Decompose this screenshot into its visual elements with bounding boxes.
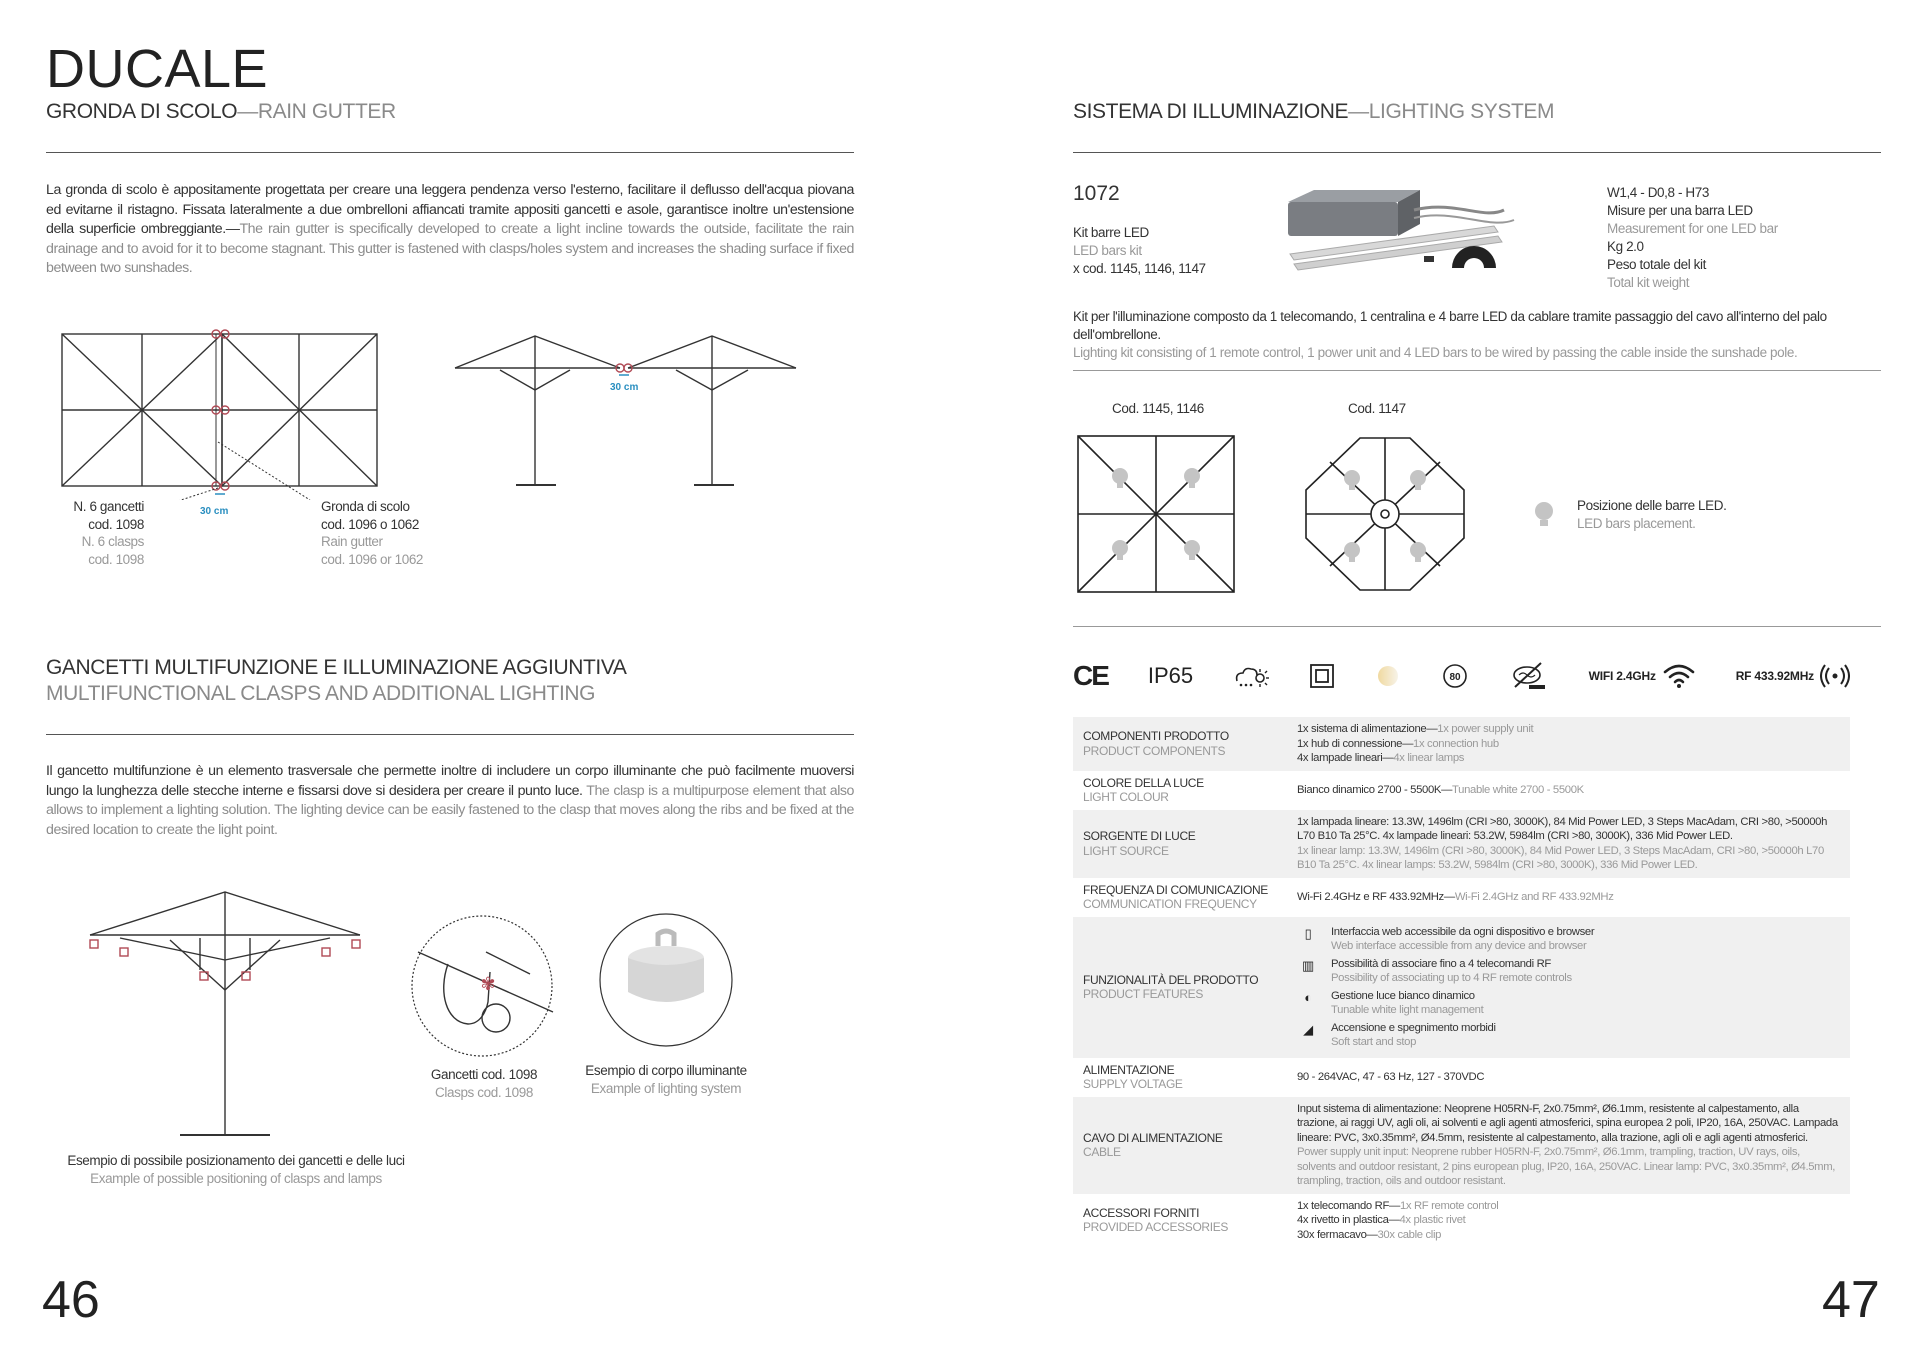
dimension-label: 30 cm — [610, 382, 639, 393]
cod-1147-label: Cod. 1147 — [1348, 401, 1406, 416]
spec-row: FUNZIONALITÀ DEL PRODOTTO PRODUCT FEATURES ▯ Interfaccia web accessibile da ogni dispositivo e browser Web interface accessible from any device and browser ▥ Possibilità di associare fino a 4 telecomandi RF Possibility of associating up to 4 RF remote controls ◐ Gestione luce bianco dinamico Tunable white light management ◢ Accensione e spegnimento morbidi Soft start and stop — [1073, 917, 1850, 1058]
section-title-lighting: SISTEMA DI ILLUMINAZIONE—LIGHTING SYSTEM — [1073, 100, 1555, 123]
divider — [46, 734, 854, 735]
spec-row: ALIMENTAZIONE SUPPLY VOLTAGE 90 - 264VAC, 47 - 63 Hz, 127 - 370VDC — [1083, 1062, 1485, 1091]
divider — [46, 152, 854, 153]
dimensions-block: W1,4 - D0,8 - H73 Misure per una barra LED Measurement for one LED bar Kg 2.0 Peso totale del kit Total kit weight — [1607, 185, 1778, 290]
gutter-top-view-drawing — [40, 320, 400, 500]
spec-row: SORGENTE DI LUCE LIGHT SOURCE 1x lampada lineare: 13.3W, 1496lm (CRI >80, 3000K), 84 Mid Power LED, 3 Steps MacAdam, CRI >80, >50000h L70 B10 Ta 25°C. 4x lampade lineari: 53.2W, 5984lm (CRI >80, 3000K), 336 Mid Power LED. 1x linear lamp: 13.3W, 1496lm (CRI >80, 3000K), 84 Mid Power LED, 3 Steps MacAdam, CRI >80, >50000h L70 B10 Ta 25°C. 4x linear lamps: 53.2W, 5984lm (CRI >80, 3000K), 336 Mid Power LED. — [1073, 810, 1850, 878]
section-title-clasps: GANCETTI MULTIFUNZIONE E ILLUMINAZIONE AGGIUNTIVA — [46, 656, 627, 679]
umbrella-clasps-drawing — [80, 880, 370, 1140]
octagon-placement-drawing — [1300, 432, 1470, 596]
square-placement-drawing — [1074, 432, 1238, 596]
divider — [1073, 626, 1881, 627]
rain-gutter-description: La gronda di scolo è appositamente progettata per creare una leggera pendenza verso l'esterno, facilitare il deflusso dell'acqua piovana ed evitarne il ristagno. Fissata lateralmente a due ombrelloni affiancati tramite appositi gancetti e asole, garantisce inoltre un'estensione della superficie ombreggiante.—The rain gutter is specifically developed to create a light incline towards the outside, facilitate the rain drainage and to avoid for it to become stagnant. This gutter is fastened with clasps/holes system and increases the shading surface if fixed between two sunshades. — [46, 182, 854, 276]
rf-signal-icon: RF 433.92MHz — [1736, 663, 1850, 689]
spec-row: FREQUENZA DI COMUNICAZIONE COMMUNICATION FREQUENCY Wi-Fi 2.4GHz e RF 433.92MHz—Wi-Fi 2.4GHz and RF 433.92MHz — [1083, 882, 1614, 911]
lamp-example-drawing — [596, 910, 736, 1050]
page-number: 46 — [42, 1271, 100, 1329]
divider — [1073, 370, 1881, 371]
section-subtitle-clasps: MULTIFUNCTIONAL CLASPS AND ADDITIONAL LIGHTING — [46, 682, 596, 705]
svg-text:✾: ✾ — [480, 974, 496, 995]
positioning-caption: Esempio di possibile posizionamento dei gancetti e delle luci Example of possible positioning of clasps and lamps — [67, 1153, 405, 1186]
remote-control-icon: ▥ — [1302, 958, 1314, 974]
clasps-caption: N. 6 gancetti cod. 1098 N. 6 clasps cod. 1098 — [73, 499, 144, 567]
tunable-white-icon — [1375, 663, 1401, 689]
spec-row: COLORE DELLA LUCE LIGHT COLOUR Bianco dinamico 2700 - 5500K—Tunable white 2700 - 5500K — [1083, 775, 1584, 804]
clasps-description: Il gancetto multifunzione è un elemento trasversale che permette inoltre di includere un corpo illuminante che può facilmente muoversi lungo la lunghezza delle stecche interne e fissarsi dove si desidera per creare il punto luce. The clasp is a multipurpose element that also allows to implement a lighting solution. The lighting device can be easily fastened to the clasp that moves along the ribs and be fixed at the desired location to create the light point. — [46, 763, 854, 838]
page-right — [960, 0, 1920, 1358]
certification-icons-row — [1073, 656, 1850, 696]
sea-resistant-icon — [1509, 661, 1549, 691]
kit-label: Kit barre LED LED bars kit x cod. 1145, 1146, 1147 — [1073, 225, 1206, 276]
specifications-table — [1073, 717, 1850, 1247]
svg-text:80: 80 — [1449, 672, 1461, 683]
spec-row: COMPONENTI PRODOTTO PRODUCT COMPONENTS 1x sistema di alimentazione—1x power supply unit 1x hub di connessione—1x connection hub 4x lampade lineari—4x linear lamps — [1073, 717, 1850, 771]
led-bulb-icon — [1532, 500, 1556, 530]
dimension-label: 30 cm — [200, 506, 229, 517]
ce-mark-icon: CE — [1073, 660, 1108, 691]
led-kit-image — [1284, 180, 1524, 280]
gutter-side-view-drawing — [450, 330, 800, 490]
gutter-caption: Gronda di scolo cod. 1096 o 1062 Rain gutter cod. 1096 or 1062 — [321, 499, 424, 567]
cod-1145-1146-label: Cod. 1145, 1146 — [1112, 401, 1204, 416]
product-code: 1072 — [1073, 182, 1120, 205]
placement-legend: Posizione delle barre LED. LED bars placement. — [1577, 498, 1727, 531]
wifi-icon: WIFI 2.4GHz — [1589, 663, 1696, 689]
kit-description: Kit per l'illuminazione composto da 1 telecomando, 1 centralina e 4 barre LED da cablare tramite passaggio del cavo all'interno del palo dell'ombrellone. Lighting kit consisting of 1 remote control, 1 power unit and 4 LED bars to be wired by passing the cable inside the sunshade pole. — [1073, 309, 1827, 360]
web-device-icon: ▯ — [1304, 926, 1312, 942]
brand-title: DUCALE — [46, 39, 269, 99]
soft-start-icon: ◢ — [1303, 1022, 1313, 1038]
spec-row: CAVO DI ALIMENTAZIONE CABLE Input sistema di alimentazione: Neoprene H05RN-F, 2x0.75mm², Ø6.1mm, resistente al calpestamento, alla trazione, ai raggi UV, agli oli, ai solventi e agli agenti atmosferici, spina europea 2 poli, IP20, 16A, 250VAC. Lampada lineare: PVC, 3x0.35mm², Ø4.5mm, resistente al calpestamento, alla trazione, agli oli e agli agenti atmosferici. Power supply unit input: Neoprene rubber H05RN-F, 2x0.75mm², Ø6.1mm, trampling, traction, UV rays, oils, solvents and outdoor resistant, 2 pins european plug, IP20, 16A, 250VAC. Linear lamp: PVC, 3x0.35mm², Ø4.5mm, trampling, traction, oils and outdoor resistant. — [1073, 1097, 1850, 1194]
class-ii-insulation-icon — [1309, 663, 1335, 689]
divider — [1073, 152, 1881, 153]
spec-row: ACCESSORI FORNITI PROVIDED ACCESSORIES 1x telecomando RF—1x RF remote control 4x rivetto in plastica—4x plastic rivet 30x fermacavo—30x cable clip — [1083, 1199, 1499, 1241]
weather-resistant-icon — [1233, 663, 1269, 689]
clasp-detail-caption: Gancetti cod. 1098 Clasps cod. 1098 — [430, 1067, 538, 1100]
section-title-rain-gutter: GRONDA DI SCOLO—RAIN GUTTER — [46, 100, 396, 123]
tunable-toggle-icon: ◐ — [1304, 990, 1312, 1006]
page-number: 47 — [1822, 1271, 1880, 1329]
lamp-example-caption: Esempio di corpo illuminante Example of lighting system — [585, 1063, 747, 1096]
cri-80-icon — [1441, 662, 1469, 690]
clasp-detail-drawing — [408, 912, 556, 1060]
ip65-icon: IP65 — [1147, 663, 1194, 688]
